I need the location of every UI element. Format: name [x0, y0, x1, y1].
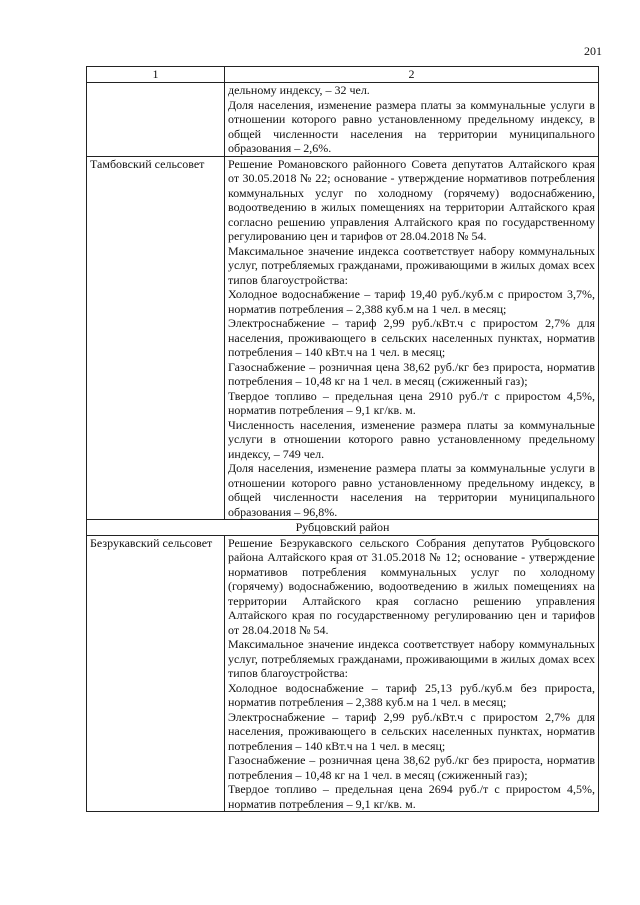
column-header-1: 1: [87, 67, 225, 83]
paragraph: Максимальное значение индекса соответствует набору коммунальных услуг, потребляемых гражданами, проживающими в жилых домах всех типов благоустройства:: [228, 243, 595, 287]
paragraph: Доля населения, изменение размера платы за коммунальные услуги в отношении которого равно установленному предельному индексу, в общей численности населения на территории муниципального образования – 2,6%.: [228, 97, 595, 155]
paragraph: Решение Романовского районного Совета депутатов Алтайского края от 30.05.2018 № 22; основание - утверждение нормативов потребления коммунальных услуг по холодному (горячему) водоснабжению, водоотведению в жилых помещениях на территории Алтайского края согласно решению управления Алтайского края по государственному регулированию цен и тарифов от 28.04.2018 № 54.: [228, 156, 595, 243]
row-description: [225, 83, 599, 157]
paragraph: Электроснабжение – тариф 2,99 руб./кВт.ч с приростом 2,7% для населения, проживающего в сельских населенных пунктах, норматив потребления – 140 кВт.ч на 1 чел. в месяц;: [228, 316, 595, 359]
municipality-name: Тамбовский сельсовет: [87, 156, 225, 520]
row-description: [225, 535, 599, 812]
paragraph: Твердое топливо – предельная цена 2910 руб./т с приростом 4,5%, норматив потребления – 9,1 кг/кв. м.: [228, 388, 595, 417]
municipality-name: Безрукавский сельсовет: [87, 535, 225, 812]
paragraph: Электроснабжение – тариф 2,99 руб./кВт.ч с приростом 2,7% для населения, проживающего в сельских населенных пунктах, норматив потребления – 140 кВт.ч на 1 чел. в месяц;: [228, 709, 595, 753]
paragraph: Доля населения, изменение размера платы за коммунальные услуги в отношении которого равно установленному предельному индексу, в общей численности населения на территории муниципального образования – 96,8%.: [228, 461, 595, 519]
paragraph: Твердое топливо – предельная цена 2694 руб./т с приростом 4,5%, норматив потребления – 9,1 кг/кв. м.: [228, 782, 595, 811]
table-header-row: [87, 67, 599, 83]
row-name-empty: [87, 83, 225, 157]
paragraph: Холодное водоснабжение – тариф 25,13 руб./куб.м без прироста, норматив потребления – 2,388 куб.м на 1 чел. в месяц;: [228, 680, 595, 709]
row-description: [225, 156, 599, 520]
paragraph: Газоснабжение – розничная цена 38,62 руб./кг без прироста, норматив потребления – 10,48 кг на 1 чел. в месяц (сжиженный газ);: [228, 753, 595, 782]
paragraph: Холодное водоснабжение – тариф 19,40 руб./куб.м с приростом 3,7%, норматив потребления – 2,388 куб.м на 1 чел. в месяц;: [228, 287, 595, 316]
table-row-bezruk: [87, 535, 599, 812]
paragraph: Численность населения, изменение размера платы за коммунальные услуги в отношении которого равно установленному предельному индексу, – 749 чел.: [228, 417, 595, 461]
table-row-continued: [87, 83, 599, 157]
paragraph: Максимальное значение индекса соответствует набору коммунальных услуг, потребляемых гражданами, проживающими в жилых домах всех типов благоустройства:: [228, 637, 595, 680]
paragraph: дельному индексу, – 32 чел.: [228, 83, 370, 97]
paragraph: Газоснабжение – розничная цена 38,62 руб./кг без прироста, норматив потребления – 10,48 кг на 1 чел. в месяц (сжиженный газ);: [228, 359, 595, 388]
document-table: [86, 66, 599, 812]
table-row-tambov: [87, 156, 599, 520]
paragraph: Решение Безрукавского сельского Собрания депутатов Рубцовского района Алтайского края от 31.05.2018 № 12; основание - утверждение нормативов потребления коммунальных услуг по холодному (горячему) водоснабжению, водоотведению в жилых помещениях на территории Алтайского края согласно решению управления Алтайского края по государственному регулированию цен и тарифов от 28.04.2018 № 54.: [228, 535, 595, 637]
region-title: Рубцовский район: [87, 520, 599, 536]
column-header-2: 2: [225, 67, 599, 83]
table-row-region: [87, 520, 599, 536]
page-number: 201: [584, 44, 602, 58]
